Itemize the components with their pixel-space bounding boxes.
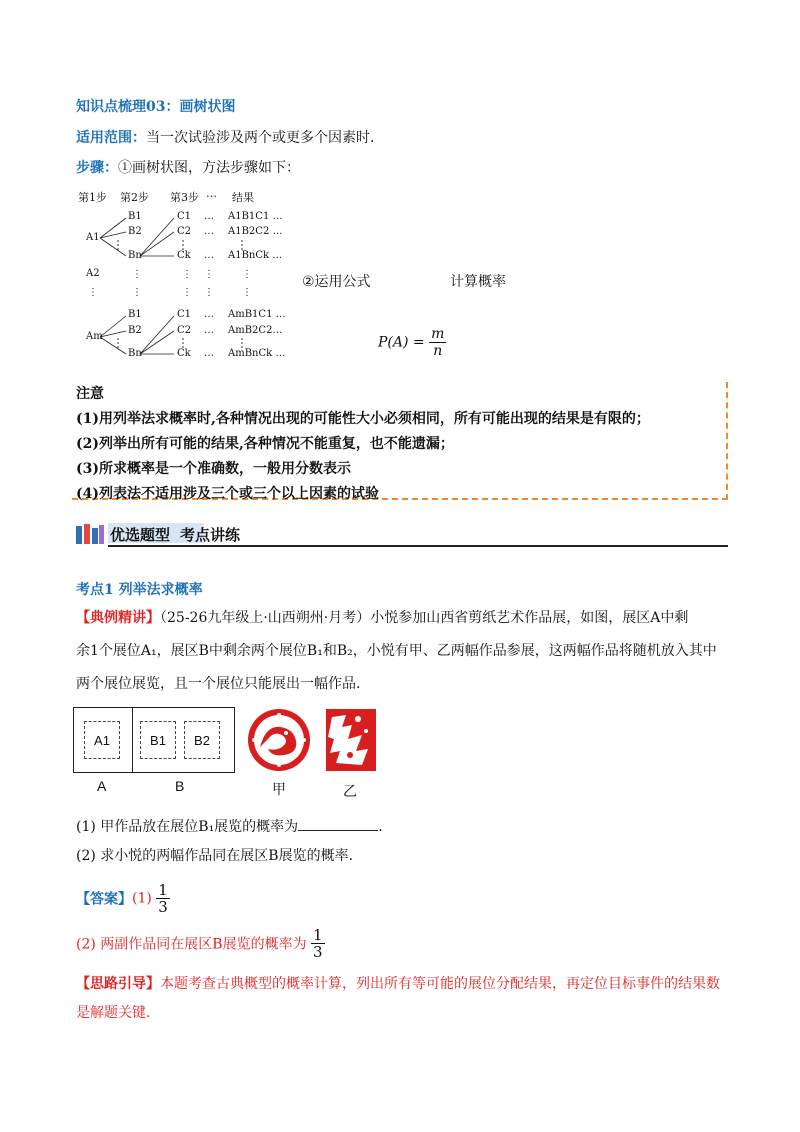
answer-1 [76, 882, 170, 915]
example-tag: 【典例精讲】 [76, 610, 160, 626]
steps-line [76, 158, 300, 178]
tree-am-b1: B1 [128, 309, 142, 320]
tree-am-c1: C1 [177, 309, 192, 320]
banner-rule [108, 545, 728, 547]
hint-line-1 [76, 974, 720, 994]
answer-2 [76, 927, 325, 960]
tree-root-a1: A1 [86, 232, 100, 243]
question-2: (2) 求小悦的两幅作品同在展区B展览的概率. [76, 848, 354, 864]
scope-text: 当一次试验涉及两个或更多个因素时. [146, 130, 375, 146]
tree-result-5: AmB2C2… [228, 325, 283, 336]
example-line-1 [76, 608, 688, 628]
banner-subtitle: 考点讲练 [180, 526, 241, 544]
question-1: (1) 甲作品放在展位B₁展览的概率为 . [76, 816, 383, 837]
steps-text: ①画树状图，方法步骤如下： [118, 160, 300, 176]
tree-c2: C2 [177, 226, 192, 237]
note-item-1: (1)用列举法求概率时,各种情况出现的可能性大小必须相同，所有可能出现的结果是有限的； [76, 411, 650, 427]
answer-1-den: 3 [158, 898, 168, 916]
tree-result-1: A1B1C1 … [228, 211, 283, 222]
tree-header-result: 结果 [232, 191, 254, 204]
hint-text-1: 本题考查古典概型的概率计算，列出所有等可能的展位分配结果，再定位目标事件的结果数 [160, 976, 720, 992]
tree-result-4: AmB1C1 … [228, 309, 286, 320]
section-banner [74, 520, 728, 548]
tree-b1: B1 [128, 211, 142, 222]
answer-1-num: 1 [158, 881, 168, 899]
answer-2-text: (2) 两副作品同在展区B展览的概率为 [76, 936, 307, 953]
note-item-4: (4)列表法不适用涉及三个或三个以上因素的试验 [76, 486, 379, 502]
papercut-figure-image [322, 707, 380, 773]
tree-bn: Bn [128, 250, 142, 261]
tree-header-step2: 第2步 [120, 191, 149, 204]
tree-b2: B2 [128, 226, 142, 237]
example-text-3: 两个展位展览，且一个展位只能展出一幅作品. [76, 676, 361, 692]
tree-am-c2: C2 [177, 325, 192, 336]
calc-label: 计算概率 [450, 274, 506, 290]
exhibit-layout [73, 707, 235, 773]
tree-am-b2: B2 [128, 325, 142, 336]
tree-diagram: 第1步 第2步 第3步 … 结果 A1 A2 ⋮ Am B1 B2 Bn B1 B2 Bn C1 C2 Ck C1 C2 Ck … … … ⋮ ⋮ … … … ⋮ ⋮ ⋮ ⋮ ⋮ ⋮ A1B1C1 … A1B2C2 … A1BnCk … AmB1C1 … AmB2C2… AmBnCk … [78, 185, 308, 375]
tree-c1: C1 [177, 211, 192, 222]
tree-root-a2: A2 [86, 268, 100, 279]
formula-numerator: m [431, 326, 445, 342]
tree-root-dots: ⋮ [88, 287, 98, 298]
tree-header-step1: 第1步 [78, 191, 107, 204]
formula-lhs: P(A) = [378, 334, 425, 351]
answer-1-prefix: (1) [132, 890, 152, 907]
tree-result-6: AmBnCk … [228, 348, 286, 359]
example-text-1: 小悦参加山西省剪纸艺术作品展，如图，展区A中剩 [370, 610, 689, 626]
books-icon [74, 522, 106, 546]
tree-header-step3: 第3步 [170, 191, 199, 204]
tree-am-ck: Ck [177, 348, 191, 359]
slot-b1: B1 [140, 721, 176, 759]
scope-line [76, 128, 374, 148]
tree-result-3: A1BnCk … [228, 250, 283, 261]
hint-text-2: 是解题关键. [76, 1005, 151, 1021]
note-title: 注意 [76, 386, 104, 402]
steps-label: 步骤： [76, 160, 118, 176]
hint-tag: 【思路引导】 [76, 976, 160, 992]
tree-ck: Ck [177, 250, 191, 261]
example-text-2: 余1个展位A₁，展区B中剩余两个展位B₁和B₂，小悦有甲、乙两幅作品参展，这两幅作品将随机放入其中 [76, 643, 717, 659]
banner-title: 优选题型 [110, 526, 171, 544]
kaodian-title: 考点1 列举法求概率 [76, 582, 203, 598]
formula-denominator: n [433, 343, 443, 359]
tree-header-ellipsis: … [206, 187, 217, 200]
label-yi: 乙 [343, 783, 357, 799]
answer-blank[interactable] [298, 816, 378, 831]
tree-am-bn: Bn [128, 348, 142, 359]
answer-tag: 【答案】 [76, 891, 132, 908]
note-item-2: (2)列举出所有可能的结果,各种情况不能重复，也不能遗漏； [76, 436, 454, 452]
tree-root-am: Am [86, 331, 103, 342]
answer-2-num: 1 [313, 926, 323, 944]
probability-formula [378, 326, 446, 359]
label-area-b: B [175, 778, 185, 794]
section-heading: 知识点梳理03：画树状图 [76, 99, 236, 115]
scope-label: 适用范围： [76, 130, 146, 146]
formula-step: ②运用公式 [302, 274, 371, 290]
slot-b2: B2 [184, 721, 220, 759]
label-jia: 甲 [272, 781, 286, 797]
tree-result-2: A1B2C2 … [228, 226, 283, 237]
note-item-3: (3)所求概率是一个准确数，一般用分数表示 [76, 461, 351, 477]
question-1-text: (1) 甲作品放在展位B₁展览的概率为 [76, 819, 299, 835]
example-source: （25-26九年级上·山西朔州·月考） [160, 610, 371, 626]
papercut-dragon-image [246, 707, 312, 773]
answer-2-den: 3 [313, 943, 323, 961]
label-area-a: A [97, 778, 107, 794]
slot-a1: A1 [84, 721, 120, 759]
